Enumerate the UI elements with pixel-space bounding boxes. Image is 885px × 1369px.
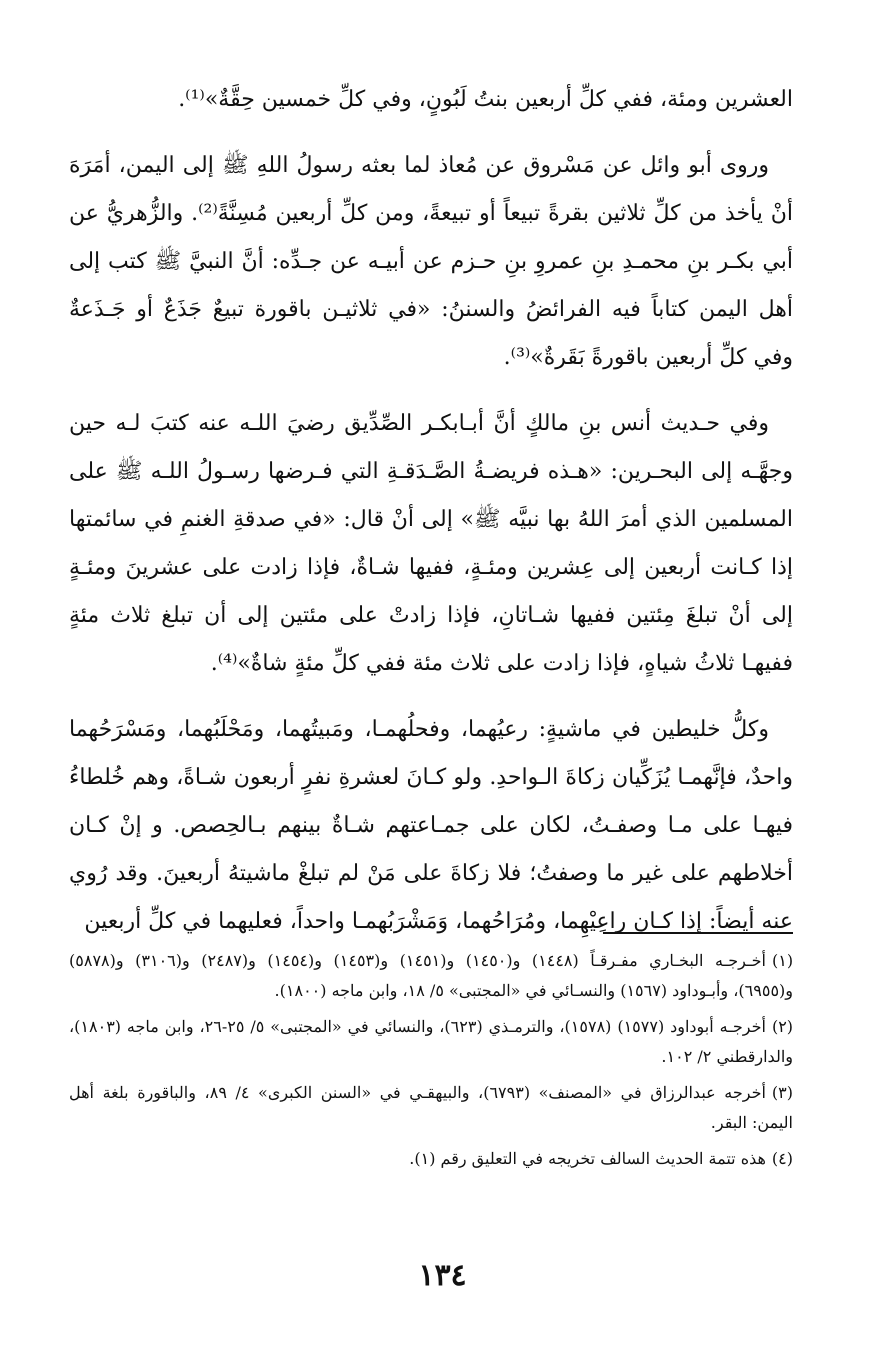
footnote-text: أخرجه عبدالرزاق في «المصنف» (٦٧٩٣)، والبيهقـي في «السنن الكبرى» ٤/ ٨٩، والباقورة بلغة أهل اليمن: البقر. bbox=[69, 1083, 793, 1132]
footnote-number: (٣) bbox=[771, 1083, 794, 1102]
footnote-number: (٢) bbox=[771, 1017, 794, 1036]
footnotes bbox=[69, 946, 793, 1180]
footnote-text: أخرجـه أبوداود (١٥٧٧) (١٥٧٨)، والترمـذي (٦٢٣)، والنسائي في «المجتبى» ٥/ ٢٥-٢٦، وابن ماجه (١٨٠٣)، والدارقطني ٢/ ١٠٢. bbox=[69, 1017, 793, 1066]
footnote-4 bbox=[69, 1144, 793, 1174]
paragraph-2: وروى أبو وائل عن مَسْروق عن مُعاذ لما بعثه رسولُ اللهِ ﷺ إلى اليمن، أمَرَهَ أنْ يأخذ من كلِّ ثلاثين بقرةً تبيعاً أو تبيعةً، ومن كلِّ أربعين مُسِنَّةً⁽²⁾. والزُّهريُّ عن أبي بكـر بنِ محمـدِ بنِ عمروِ بنِ حـزم عن أبيـه عن جـدِّه: أنَّ النبيَّ ﷺ كتب إلى أهل اليمن كتاباً فيه الفرائضُ والسننُ: «في ثلاثيـن باقورة تبيعٌ جَذَعٌ أو جَـذَعةٌ وفي كلِّ أربعين باقورةً بَقَرةٌ»⁽³⁾. bbox=[69, 153, 793, 370]
footnote-2 bbox=[69, 1012, 793, 1072]
paragraph-4: وكلُّ خليطين في ماشيةٍ: رعيُهما، وفحلُهمـا، ومَبيتُهما، ومَحْلَبُهما، ومَسْرَحُهما واحدٌ، فإنَّهمـا يُزَكِّيان زكاةَ الـواحدِ. ولو كـانَ لعشرةِ نفرٍ أربعون شـاةً، وهم خُلطاءُ فيهـا على مـا وصفـتُ، لكان على جمـاعتهم شـاةٌ بينهم بـالحِصص. و إنْ كـان أخلاطهم على غير ما وصفتُ؛ فلا زكاةَ على مَنْ لم تبلغْ ماشيتهُ أربعينَ. وقد رُوي عنه أيضاً: إذا كـان راعِيْهِما، ومُرَاحُهما، وَمَشْرَبُهمـا واحداً، فعليهما في كلِّ أربعين bbox=[69, 717, 793, 934]
footnote-text: هذه تتمة الحديث السالف تخريجه في التعليق رقم (١). bbox=[409, 1149, 766, 1168]
footnote-number: (٤) bbox=[771, 1149, 793, 1168]
footnote-number: (١) bbox=[772, 951, 794, 970]
footnote-divider bbox=[603, 932, 793, 934]
footnote-text: أخـرجـه البخـاري مفـرقـاً (١٤٤٨) و(١٤٥٠) و(١٤٥١) و(١٤٥٣) و(١٤٥٤) و(٢٤٨٧) و(٣١٠٦) و(٥٨٧٨) و(٦٩٥٥)، وأبـوداود (١٥٦٧) والنسـائي في «المجتبى» ٥/ ١٨، وابن ماجه (١٨٠٠). bbox=[69, 951, 793, 1000]
page-number: ١٣٤ bbox=[418, 1258, 467, 1293]
footnote-1 bbox=[69, 946, 793, 1006]
footnote-3 bbox=[69, 1078, 793, 1138]
main-text bbox=[69, 76, 793, 964]
paragraph-1: العشرين ومئة، ففي كلِّ أربعين بنتُ لَبُونٍ، وفي كلِّ خمسين حِقَّةٌ»⁽¹⁾. bbox=[178, 87, 793, 112]
paragraph-3: وفي حـديث أنس بنِ مالكٍ أنَّ أبـابكـر الصِّدِّيق رضيَ اللـه عنه كتبَ لـه حين وجهَّـه إلى البحـرين: «هـذه فريضـةُ الصَّـدَقـةِ التي فـرضها رسـولُ اللـه ﷺ على المسلمين الذي أمرَ اللهُ بها نبيَّه ﷺ» إلى أنْ قال: «في صدقةِ الغنمِ في سائمتها إذا كـانت أربعين إلى عِشرين ومئـةٍ، ففيها شـاةٌ، فإذا زادت على عشرينَ ومئـةٍ إلى أنْ تبلغَ مِئتين ففيها شـاتانِ، فإذا زادتْ على مئتين إلى أن تبلغ ثلاث مئةٍ ففيهـا ثلاثُ شياهٍ، فإذا زادت على ثلاث مئة ففي كلِّ مئةٍ شاةٌ»⁽⁴⁾. bbox=[69, 411, 793, 676]
